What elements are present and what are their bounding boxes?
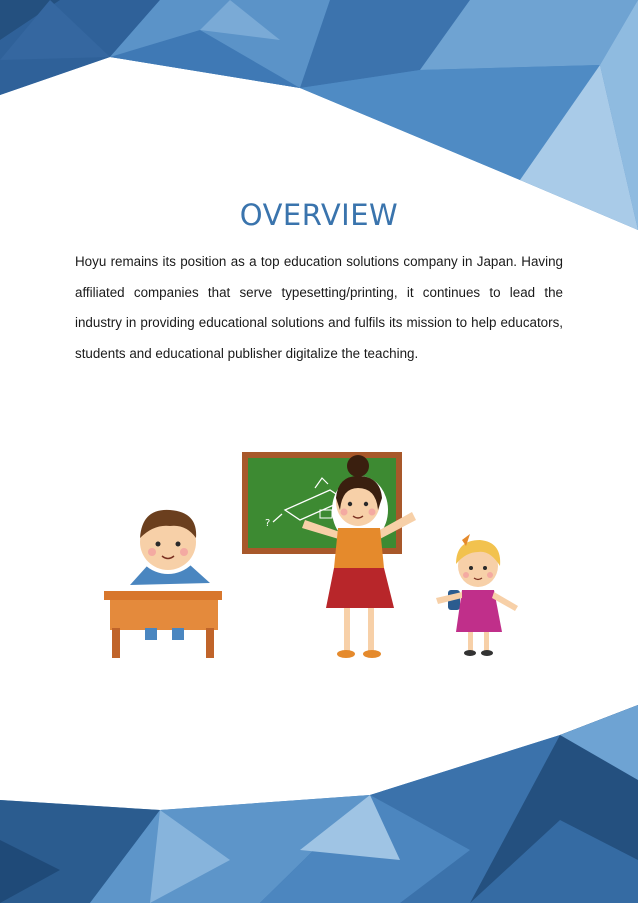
girl-student: [436, 534, 518, 656]
top-geometric-banner: [0, 0, 638, 230]
overview-paragraph: Hoyu remains its position as a top education solutions company in Japan. Having affiliated companies that serve typesetting/printing, it continues to lead the industry in providing educational solutions and fulfils its mission to help educators, students and educational publisher digitalize the teaching.: [75, 254, 563, 361]
page-title: OVERVIEW: [239, 198, 399, 232]
svg-text:?: ?: [265, 518, 271, 529]
classroom-illustration: [90, 440, 530, 670]
boy-at-desk: [100, 506, 225, 658]
bottom-geometric-banner: [0, 705, 638, 903]
